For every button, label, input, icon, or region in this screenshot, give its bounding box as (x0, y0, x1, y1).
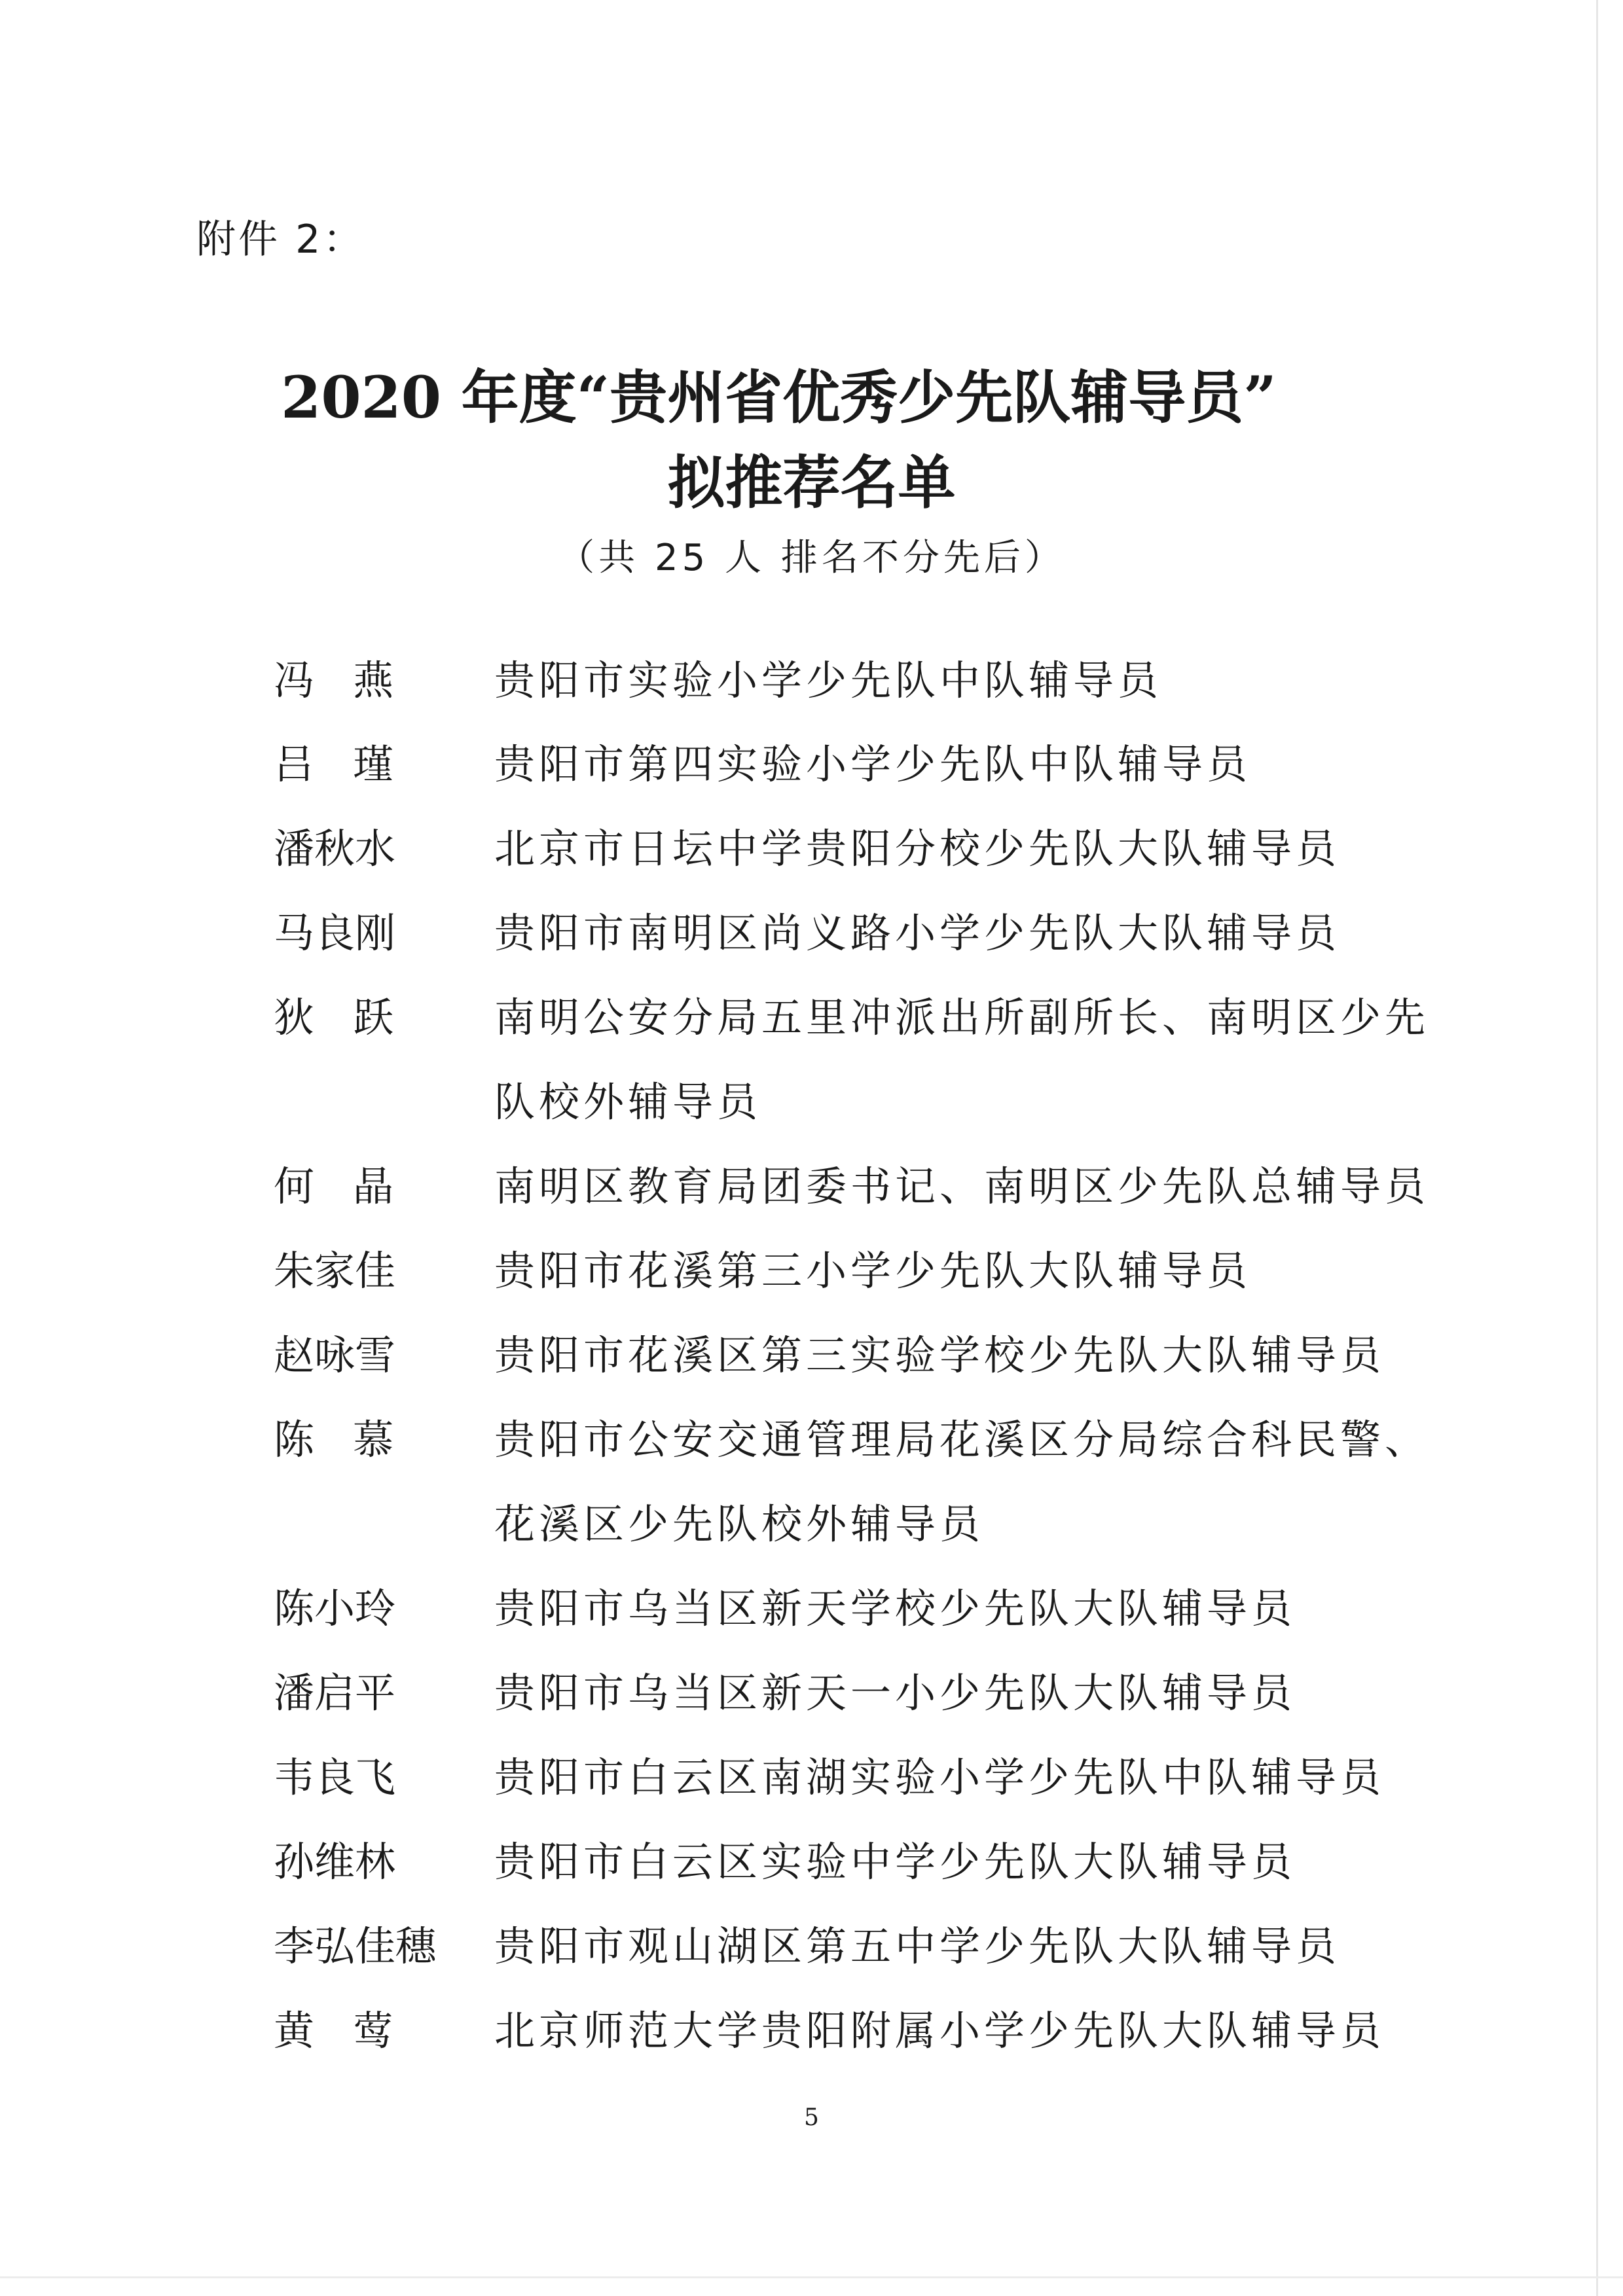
nominee-name: 黄 莺 (274, 2007, 394, 2054)
nominee-unit-cont: 队校外辅导员 (494, 1078, 762, 1126)
nominee-name: 陈小玲 (274, 1585, 396, 1632)
title-line-1: 2020 年度“贵州省优秀少先队辅导员” (281, 363, 1277, 431)
nominee-name: 冯 燕 (274, 656, 394, 704)
nominee-name: 李弘佳穗 (274, 1922, 437, 1970)
nominee-name: 潘秋水 (274, 825, 396, 872)
count-note: （共 25 人 排名不分先后） (558, 537, 1065, 579)
nominee-name: 陈 慕 (274, 1416, 394, 1463)
nominee-unit: 贵阳市花溪第三小学少先队大队辅导员 (494, 1247, 1252, 1295)
page-number: 5 (804, 2104, 819, 2131)
nominee-unit: 贵阳市公安交通管理局花溪区分局综合科民警、 (494, 1416, 1430, 1463)
nominee-name: 何 晶 (274, 1162, 394, 1210)
nominee-unit: 南明公安分局五里冲派出所副所长、南明区少先 (494, 994, 1430, 1041)
nominee-name: 韦良飞 (274, 1753, 396, 1801)
nominee-name: 马良刚 (274, 909, 396, 957)
nominee-name: 孙维林 (274, 1838, 396, 1886)
nominee-unit: 贵阳市第四实验小学少先队中队辅导员 (494, 740, 1252, 788)
nominee-unit: 贵阳市南明区尚义路小学少先队大队辅导员 (494, 909, 1341, 957)
nominee-name: 吕 瑾 (274, 740, 394, 788)
scan-edge-right (1596, 0, 1598, 2296)
nominee-name: 朱家佳 (274, 1247, 396, 1295)
nominee-unit: 贵阳市花溪区第三实验学校少先队大队辅导员 (494, 1331, 1385, 1379)
nominee-name: 赵咏雪 (274, 1331, 396, 1379)
attachment-label: 附件 2： (196, 217, 365, 262)
nominee-name: 狄 跃 (274, 994, 394, 1041)
nominee-unit: 贵阳市白云区实验中学少先队大队辅导员 (494, 1838, 1296, 1886)
nominee-unit-cont: 花溪区少先队校外辅导员 (494, 1500, 985, 1548)
nominee-unit: 贵阳市实验小学少先队中队辅导员 (494, 656, 1163, 704)
nominee-unit: 南明区教育局团委书记、南明区少先队总辅导员 (494, 1162, 1430, 1210)
nominee-unit: 贵阳市乌当区新天学校少先队大队辅导员 (494, 1585, 1296, 1632)
nominee-unit: 北京市日坛中学贵阳分校少先队大队辅导员 (494, 825, 1341, 872)
nominee-unit: 贵阳市白云区南湖实验小学少先队中队辅导员 (494, 1753, 1385, 1801)
nominee-name: 潘启平 (274, 1669, 396, 1717)
scan-edge-bottom (0, 2276, 1623, 2278)
title-line-2: 拟推荐名单 (667, 448, 956, 516)
nominee-unit: 贵阳市乌当区新天一小少先队大队辅导员 (494, 1669, 1296, 1717)
nominee-unit: 北京师范大学贵阳附属小学少先队大队辅导员 (494, 2007, 1385, 2054)
nominee-unit: 贵阳市观山湖区第五中学少先队大队辅导员 (494, 1922, 1341, 1970)
